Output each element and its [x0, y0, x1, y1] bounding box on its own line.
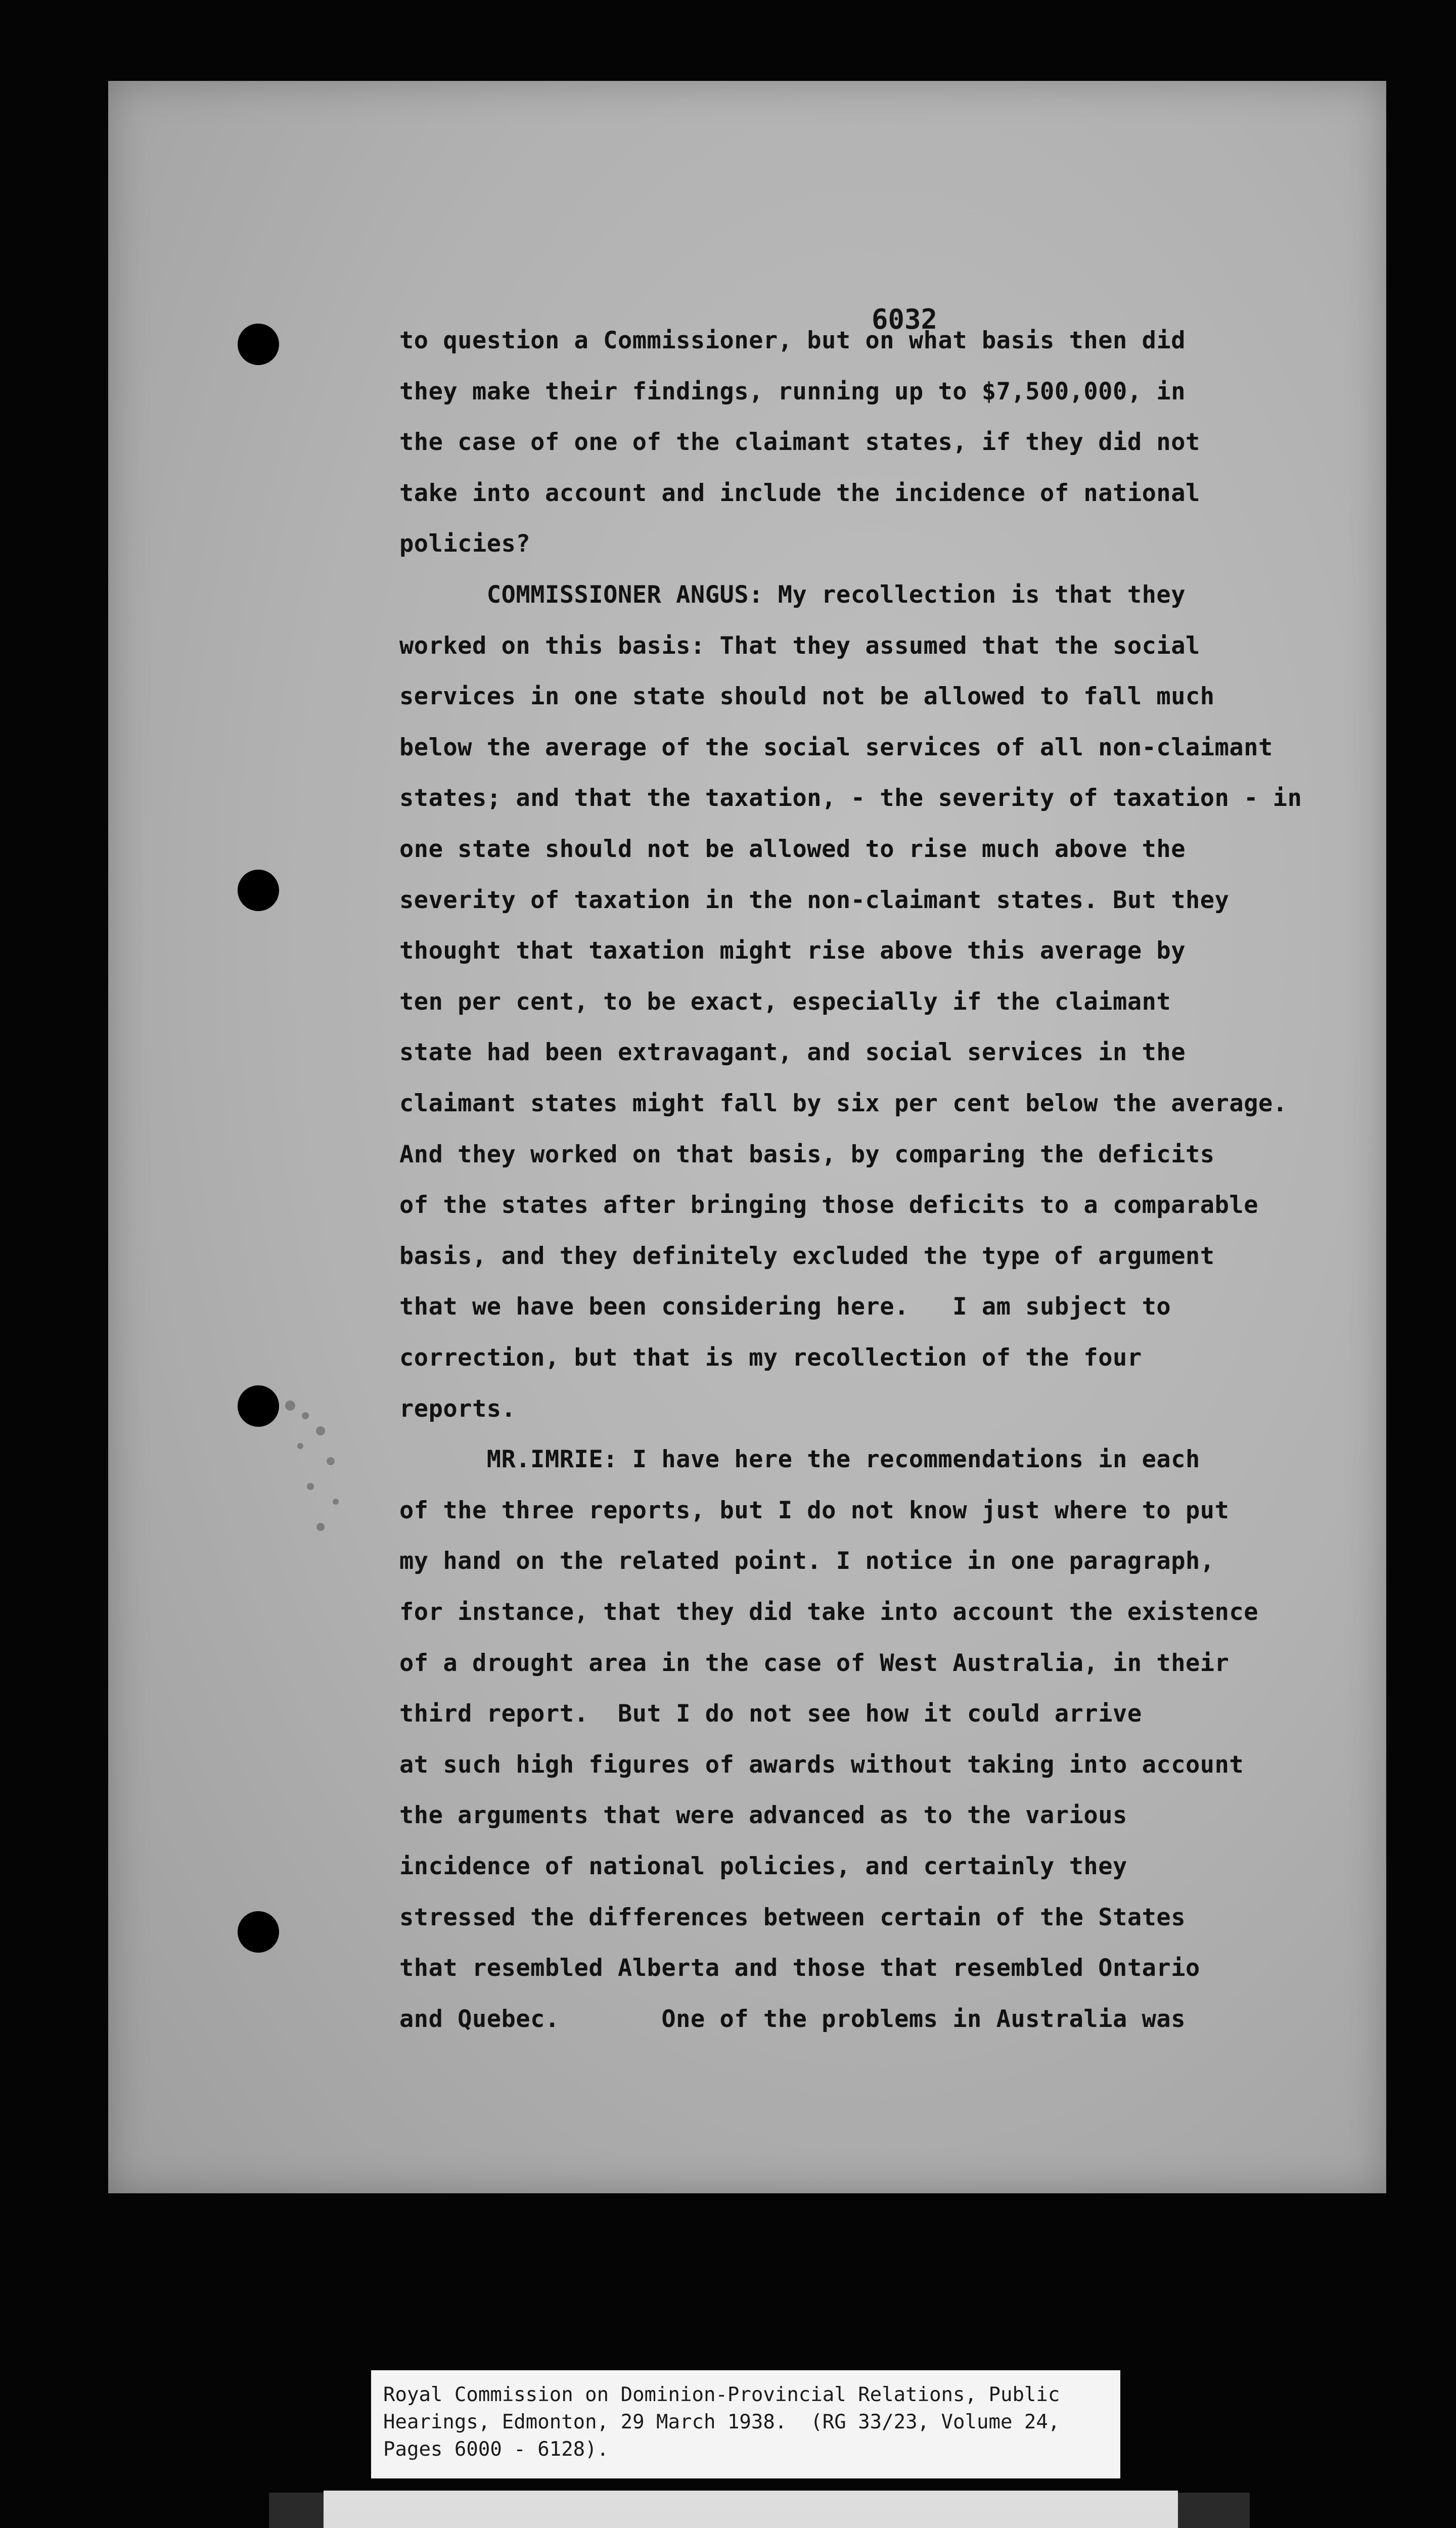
text-line: state had been extravagant, and social services in the: [399, 1039, 1186, 1066]
text-line: COMMISSIONER ANGUS: My recollection is that they: [399, 581, 1186, 609]
citation-line: Pages 6000 - 6128).: [383, 2438, 609, 2461]
text-line: the arguments that were advanced as to the various: [399, 1801, 1127, 1829]
text-line: of the three reports, but I do not know just where to put: [399, 1497, 1230, 1524]
text-line: and Quebec. One of the problems in Australia was: [399, 2005, 1186, 2033]
text-line: to question a Commissioner, but on what basis then did: [399, 327, 1186, 354]
text-line: of the states after bringing those deficits to a comparable: [399, 1191, 1258, 1219]
text-line: of a drought area in the case of West Australia, in their: [399, 1649, 1230, 1677]
citation-label: [371, 2370, 1120, 2478]
citation-line: Royal Commission on Dominion-Provincial Relations, Public: [383, 2383, 1060, 2406]
text-line: that resembled Alberta and those that resembled Ontario: [399, 1954, 1200, 1982]
text-line: ten per cent, to be exact, especially if the claimant: [399, 988, 1171, 1016]
text-line: stressed the differences between certain of the States: [399, 1904, 1186, 1931]
text-line: third report. But I do not see how it could arrive: [399, 1700, 1142, 1728]
text-line: at such high figures of awards without taking into account: [399, 1751, 1244, 1779]
text-line: claimant states might fall by six per cent below the average.: [399, 1090, 1288, 1117]
text-line: MR.IMRIE: I have here the recommendations in each: [399, 1446, 1200, 1473]
text-line: the case of one of the claimant states, if they did not: [399, 428, 1200, 456]
text-line: that we have been considering here. I am subject to: [399, 1293, 1171, 1321]
text-line: services in one state should not be allowed to fall much: [399, 683, 1215, 710]
text-line: worked on this basis: That they assumed that the social: [399, 632, 1200, 660]
text-line: take into account and include the incidence of national: [399, 479, 1200, 507]
text-line: correction, but that is my recollection of the four: [399, 1344, 1142, 1372]
text-line: And they worked on that basis, by comparing the deficits: [399, 1141, 1215, 1168]
text-line: they make their findings, running up to $7,500,000, in: [399, 378, 1186, 405]
text-line: incidence of national policies, and certainly they: [399, 1853, 1127, 1880]
text-line: my hand on the related point. I notice in one paragraph,: [399, 1547, 1215, 1575]
text-line: severity of taxation in the non-claimant states. But they: [399, 886, 1230, 914]
text-line: thought that taxation might rise above this average by: [399, 937, 1186, 965]
text-line: below the average of the social services of all non-claimant: [399, 734, 1273, 761]
citation-line: Hearings, Edmonton, 29 March 1938. (RG 33/23, Volume 24,: [383, 2411, 1060, 2433]
text-line: basis, and they definitely excluded the type of argument: [399, 1242, 1215, 1270]
text-line: states; and that the taxation, - the severity of taxation - in: [399, 784, 1302, 812]
text-line: policies?: [399, 530, 531, 558]
text-line: one state should not be allowed to rise much above the: [399, 835, 1186, 863]
archives-stamp: [324, 2491, 1178, 2528]
text-line: for instance, that they did take into account the existence: [399, 1598, 1258, 1626]
text-line: reports.: [399, 1395, 516, 1423]
page-number: 6032: [872, 303, 938, 335]
